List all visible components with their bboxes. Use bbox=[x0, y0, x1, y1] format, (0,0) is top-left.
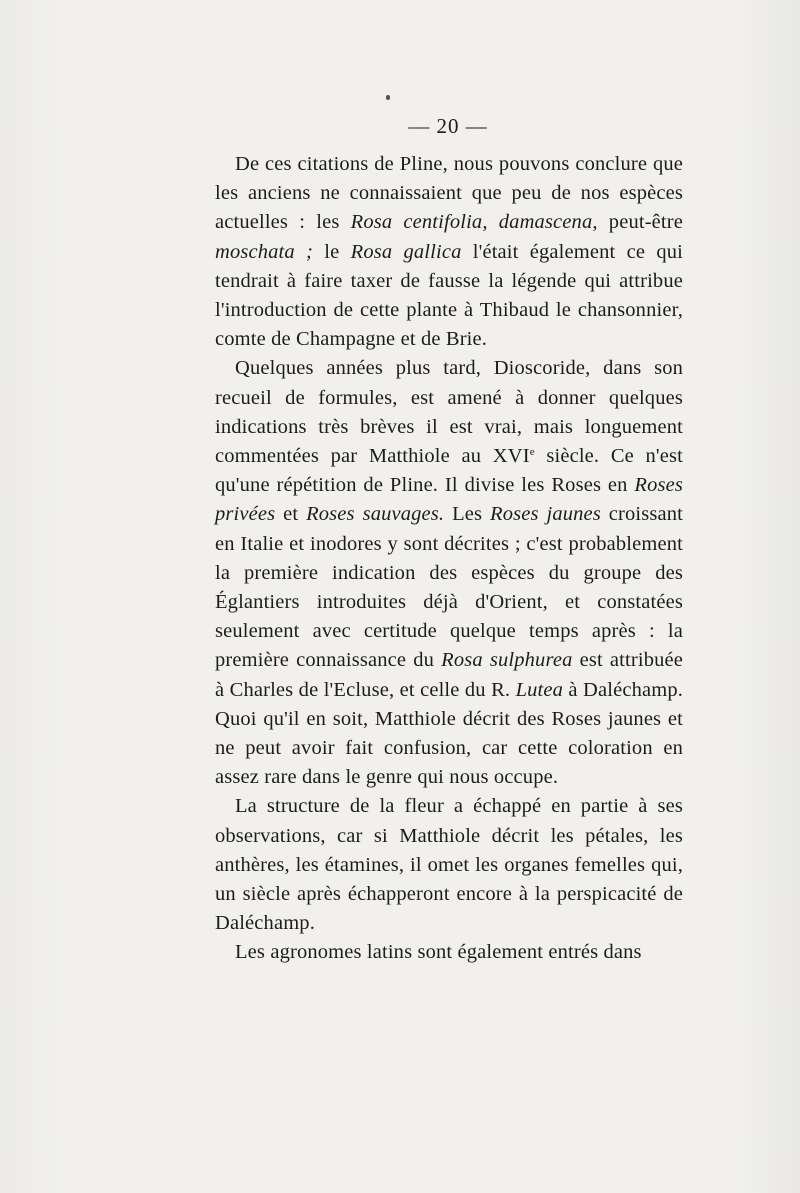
p4-text-1: Les agronomes latins sont également entrés dans bbox=[235, 941, 642, 964]
p2-italic-5: Lutea bbox=[515, 678, 564, 701]
p1-text-3: le bbox=[313, 240, 351, 263]
p2-text-1: Quelques années plus tard, Dioscoride, dans son recueil de formules, est amené à donner quelques indications très brèves il est vrai, mais longuement commentées par Matthiole au XVI bbox=[215, 357, 683, 468]
p2-text-6: est attribuée à Charles de l'Ecluse, et celle du R. bbox=[215, 649, 683, 701]
p1-text-4: l'était également ce qui tendrait à faire taxer de fausse la légende qui attribue l'introduction de cette plante à Thibaud le chansonnier, comte de Champagne et de Brie. bbox=[215, 240, 683, 351]
p2-italic-4: Rosa sulphurea bbox=[441, 649, 573, 672]
paragraph-4 bbox=[215, 938, 683, 967]
paragraph-1 bbox=[215, 150, 683, 354]
p1-italic-3: Rosa gallica bbox=[350, 240, 462, 263]
p1-italic-2: moschata ; bbox=[215, 240, 314, 263]
body-text bbox=[215, 150, 683, 968]
page-number: — 20 — bbox=[408, 114, 488, 138]
p1-text-2: peut-être bbox=[597, 211, 683, 234]
p2-italic-1: Roses privées bbox=[215, 474, 683, 526]
ink-speck bbox=[386, 95, 390, 100]
p2-text-2: siècle. Ce n'est qu'une répétition de Pline. Il divise les Roses en bbox=[215, 445, 683, 497]
p2-superscript: e bbox=[529, 446, 535, 459]
p2-italic-3: Roses jaunes bbox=[490, 503, 601, 526]
paragraph-3 bbox=[215, 792, 683, 938]
p2-text-5: croissant en Italie et inodores y sont décrites ; c'est probablement la première indication des espèces du groupe des Églantiers introduites déjà d'Orient, et constatées seulement avec certitude quelque temps après : la première connaissance du bbox=[215, 503, 684, 672]
p2-text-4: Les bbox=[444, 503, 491, 526]
paragraph-2 bbox=[215, 354, 683, 792]
p2-italic-2: Roses sauvages. bbox=[306, 503, 445, 526]
p2-text-7: à Daléchamp. Quoi qu'il en soit, Matthiole décrit des Roses jaunes et ne peut avoir fait confusion, car cette coloration en assez rare dans le genre qui nous occupe. bbox=[215, 678, 683, 789]
p2-text-3: et bbox=[275, 503, 307, 526]
p1-text-1: De ces citations de Pline, nous pouvons conclure que les anciens ne connaissaient que peu de nos espèces actuelles : les bbox=[215, 153, 683, 234]
p3-text-1: La structure de la fleur a échappé en partie à ses observations, car si Matthiole décrit les pétales, les anthères, les étamines, il omet les organes femelles qui, un siècle après échapperont encore à la perspicacité de Daléchamp. bbox=[215, 795, 683, 935]
p1-italic-1: Rosa centifolia, damascena, bbox=[350, 211, 598, 234]
